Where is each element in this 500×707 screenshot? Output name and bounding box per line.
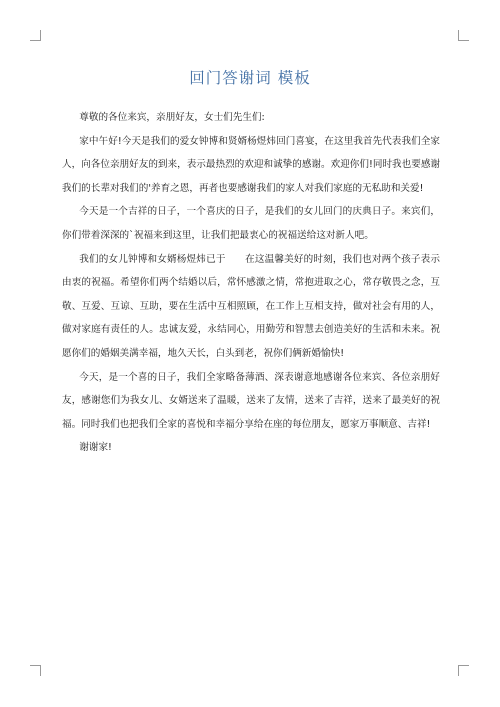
closing-paragraph: 谢谢家! [79,442,112,454]
gratitude-paragraph: 今天，是一个喜的日子，我们全家略备薄酒、深表谢意地感谢各位来宾、各位亲朋好友，感谢您们为我女儿、女婿送来了温暖，送来了友情，送来了吉祥，送来了最美好的祝福。同时我们也把我们全家的喜悦和幸福分享给在座的每位朋友，愿家万事顺意、吉祥! [62,371,440,430]
page-corner-mark-top-right [458,30,469,41]
welcome-paragraph: 家中午好!今天是我们的爱女钟博和贤婿杨煜炜回门喜宴，在这里我首先代表我们全家人，向各位亲朋好友的到来，表示最热烈的欢迎和诚挚的感谢。欢迎你们!同时我也要感谢我们的长辈对我们的'养育之恩，再者也要感谢我们的家人对我们家庭的无私助和关爱! [62,135,441,194]
document-title: 回门答谢词 模板 [189,69,311,87]
document-body [62,106,440,460]
celebration-paragraph: 今天是一个吉祥的日子，一个喜庆的日子，是我们的女儿回门的庆典日子。来宾们，你们带着深深的`祝福来到这里，让我们把最衷心的祝福送给这对新人吧。 [62,206,440,241]
blessing-paragraph: 我们的女儿钟博和女婿杨煜炜已于 在这温馨美好的时刻，我们也对两个孩子表示由衷的祝福。希望你们两个结婚以后，常怀感激之情，常抱进取之心，常存敬畏之念，互敬、互爱、互谅、互助，要在生活中互相照顾，在工作上互相支持，做对社会有用的人，做对家庭有责任的人。忠诚友爱，永结同心，用勤劳和智慧去创造美好的生活和未来。祝愿你们的婚姻美满幸福，地久天长，白头到老，祝你们俩新婚愉快! [62,253,440,359]
page-corner-mark-bottom-right [458,665,469,676]
page-corner-mark-bottom-left [30,665,41,676]
page-corner-mark-top-left [30,30,41,41]
salutation-paragraph: 尊敬的各位来宾，亲朋好友，女士们先生们: [79,112,265,123]
